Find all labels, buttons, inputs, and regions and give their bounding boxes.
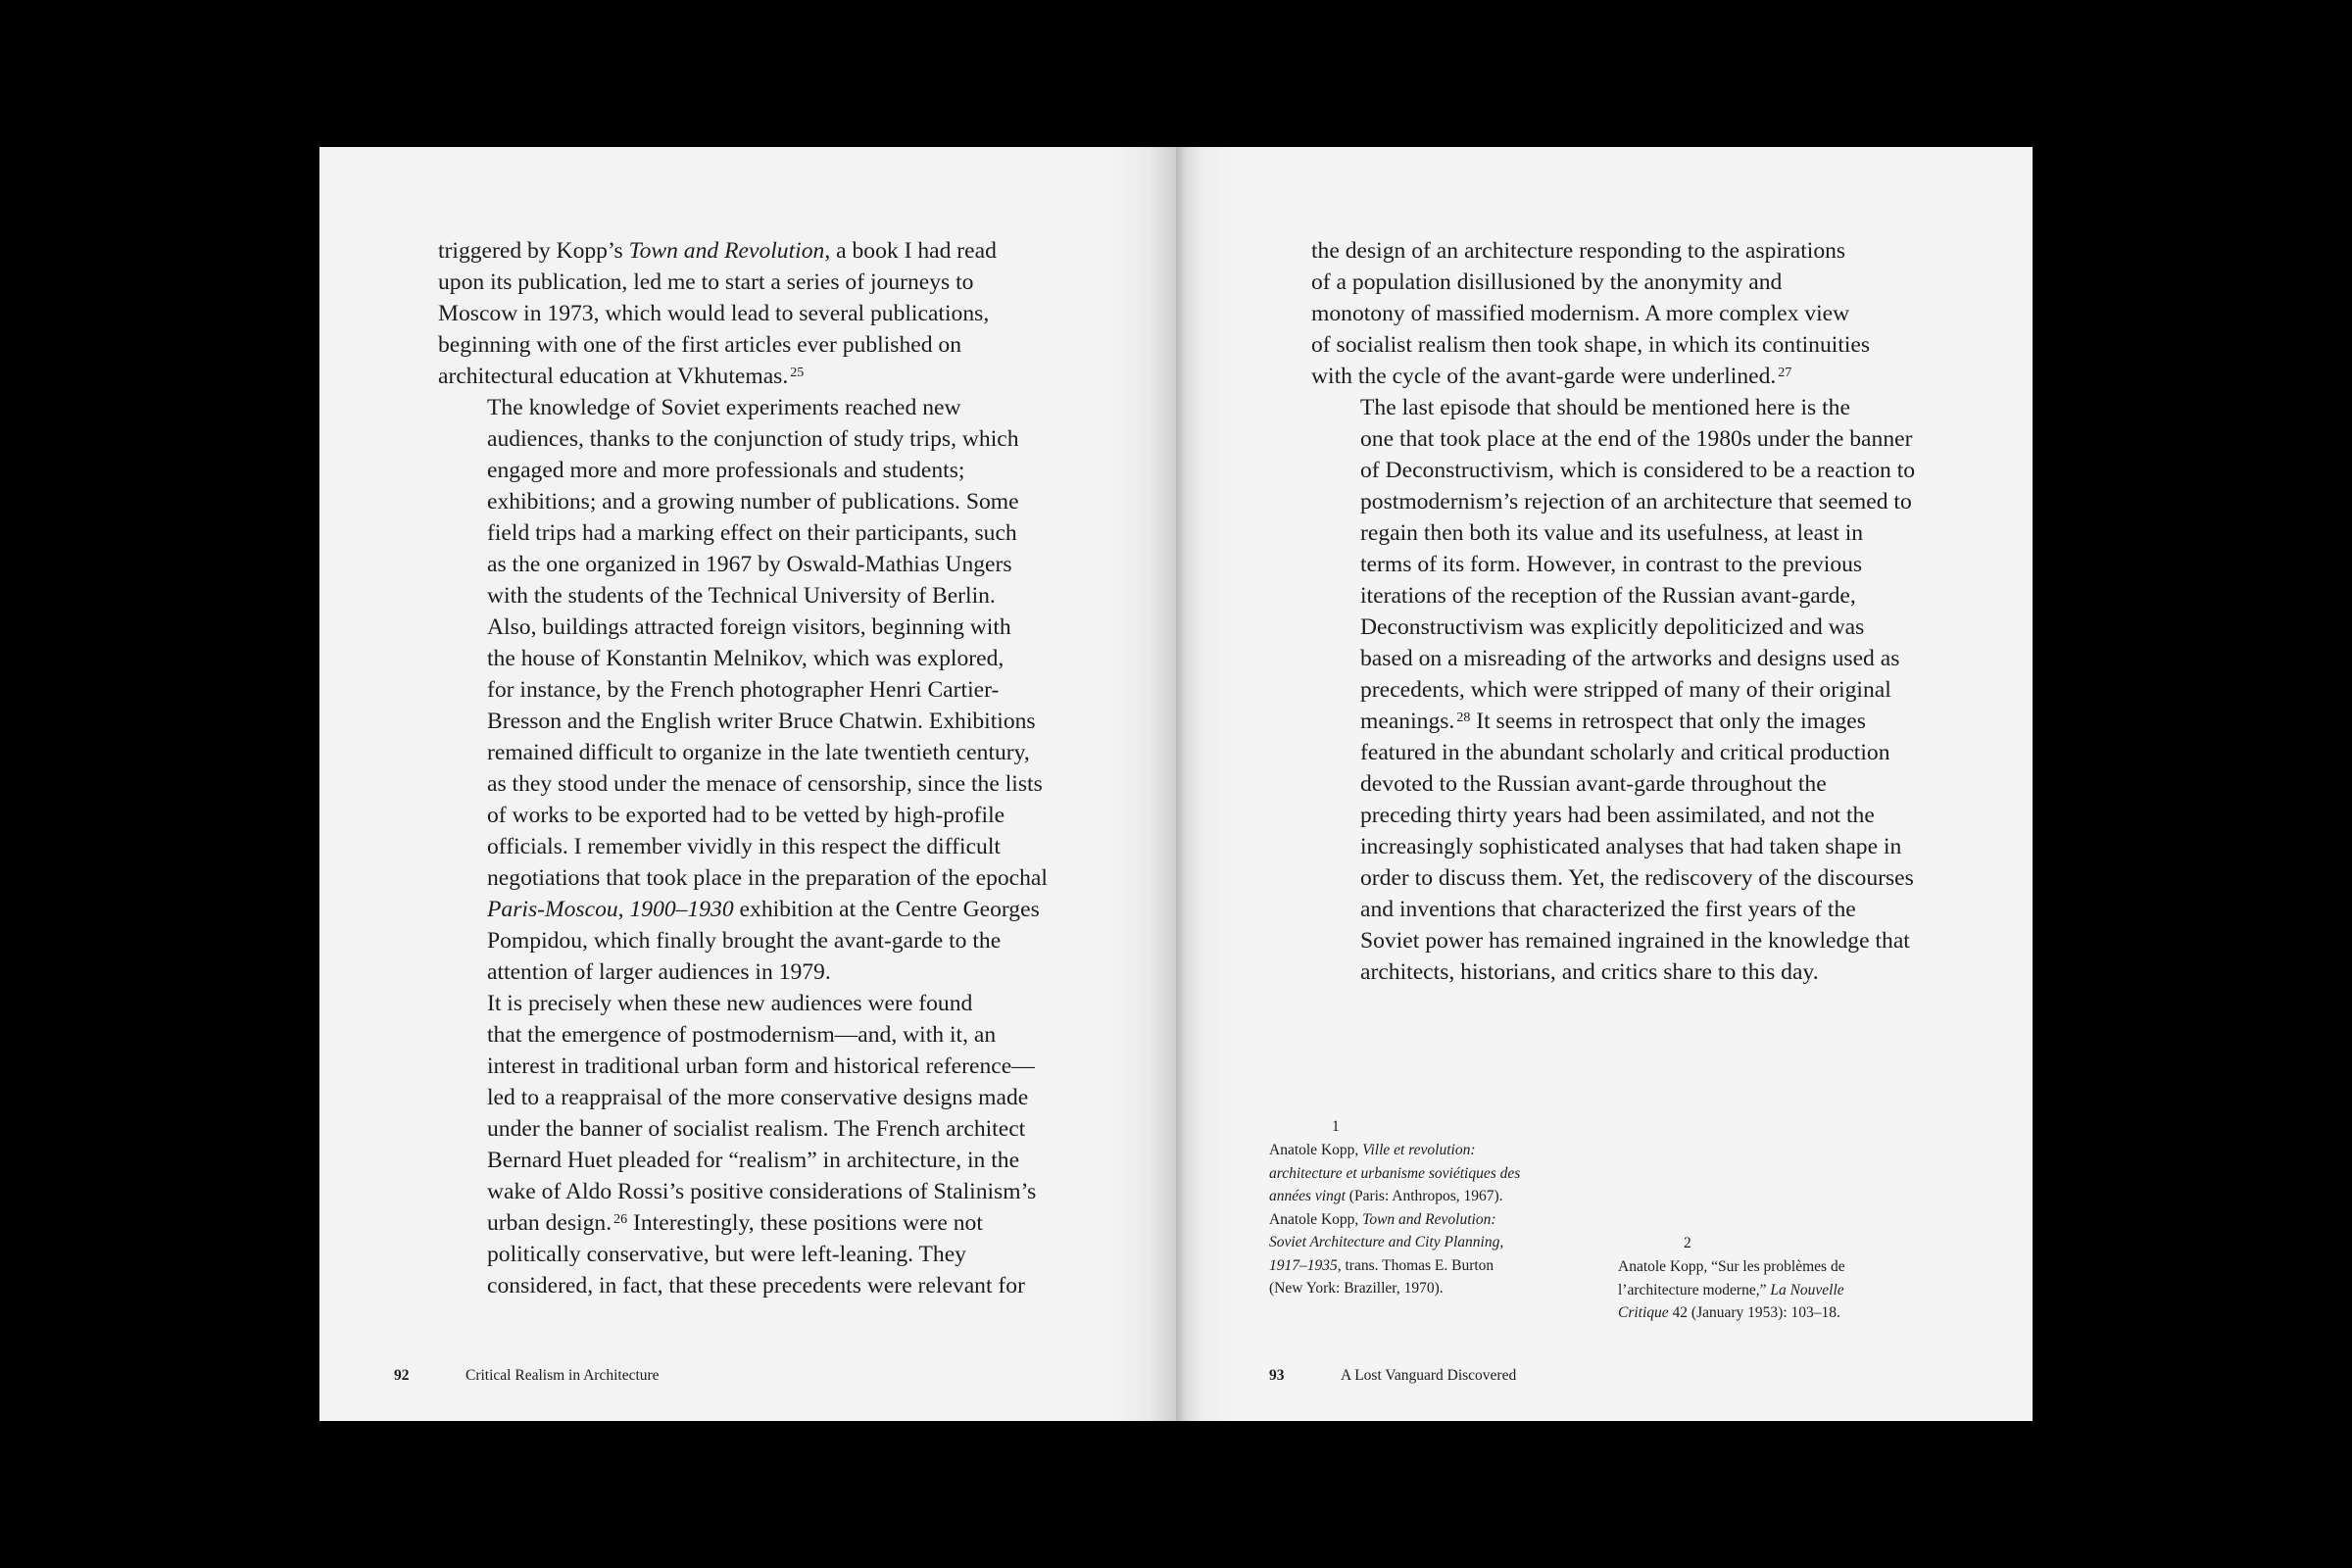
text-line: considered, in fact, that these precedents were relevant for (487, 1273, 1025, 1298)
text-line: (New York: Braziller, 1970). (1269, 1280, 1444, 1297)
footnote-reference: 28 (1456, 710, 1471, 725)
text-line: Bernard Huet pleaded for “realism” in architecture, in the (487, 1148, 1020, 1173)
text-line: monotony of massified modernism. A more complex view (1311, 301, 1850, 326)
text-line: The knowledge of Soviet experiments reached new (487, 395, 961, 420)
page-number: 93 (1269, 1367, 1285, 1384)
text-line: the house of Konstantin Melnikov, which was explored, (487, 646, 1004, 671)
text-line: Paris-Moscou, 1900–1930 exhibition at the Centre Georges (487, 897, 1040, 922)
text-line: beginning with one of the first articles ever published on (438, 332, 962, 358)
italic-text: Critique (1618, 1304, 1669, 1321)
page-number: 92 (394, 1367, 410, 1384)
text-line: Moscow in 1973, which would lead to several publications, (438, 301, 990, 326)
text-line: that the emergence of postmodernism—and, with it, an (487, 1022, 997, 1048)
italic-text: Ville et revolution: (1362, 1142, 1476, 1158)
footnote-marker: 1 (1332, 1118, 1340, 1135)
text-line: iterations of the reception of the Russian avant-garde, (1360, 583, 1856, 609)
text-line: the design of an architecture responding to the aspirations (1311, 238, 1846, 264)
text-line: architectural education at Vkhutemas. $^{25}$ (438, 364, 805, 389)
left-page (319, 147, 1176, 1421)
italic-text: 1917–1935 (1269, 1256, 1338, 1274)
text-line: one that took place at the end of the 1980s under the banner (1360, 426, 1913, 452)
text-line: Critique 42 (January 1953): 103–18. (1618, 1304, 1840, 1321)
text-line: order to discuss them. Yet, the rediscovery of the discourses (1360, 865, 1914, 891)
text-line: officials. I remember vividly in this respect the difficult (487, 834, 1001, 859)
italic-text: Town and Revolution: (1362, 1210, 1496, 1228)
text-line: remained difficult to organize in the late twentieth century, (487, 740, 1030, 765)
italic-text: La Nouvelle (1770, 1281, 1844, 1298)
text-line (1269, 1162, 1592, 1186)
body-text (438, 235, 1065, 1301)
text-line: of socialist realism then took shape, in which its continuities (1311, 332, 1871, 358)
text-line: politically conservative, but were left-leaning. They (487, 1242, 966, 1267)
text-line: with the cycle of the avant-garde were underlined. $^{27}$ (1311, 364, 1792, 389)
text-line: triggered by Kopp’s Town and Revolution, a book I had read (438, 238, 997, 264)
paragraph (438, 235, 1065, 392)
text-line: of a population disillusioned by the anonymity and (1311, 270, 1783, 295)
text-line: preceding thirty years had been assimilated, and not the (1360, 803, 1875, 828)
text-line: of works to be exported had to be vetted by high-profile (487, 803, 1005, 828)
text-line: Deconstructivism was explicitly depoliticized and was (1360, 614, 1865, 640)
text-line: terms of its form. However, in contrast to the previous (1360, 552, 1863, 577)
text-line: The last episode that should be mentioned here is the (1360, 395, 1850, 420)
paragraph (438, 988, 1065, 1301)
text-line: urban design. $^{26}$ Interestingly, these positions were not (487, 1210, 983, 1236)
text-line: Anatole Kopp, Ville et revolution: (1269, 1142, 1476, 1158)
text-line: années vingt (Paris: Anthropos, 1967). (1269, 1188, 1503, 1204)
right-page (1176, 147, 2033, 1421)
text-line: 1917–1935, trans. Thomas E. Burton (1269, 1256, 1494, 1274)
text-line: negotiations that took place in the preparation of the epochal (487, 865, 1048, 891)
text-line: and inventions that characterized the first years of the (1360, 897, 1856, 922)
text-line: Also, buildings attracted foreign visitors, beginning with (487, 614, 1011, 640)
footnote-text (1269, 1139, 1592, 1300)
text-line: based on a misreading of the artworks and designs used as (1360, 646, 1900, 671)
text-line: l’architecture moderne,” La Nouvelle (1618, 1281, 1844, 1298)
running-title: Critical Realism in Architecture (466, 1367, 660, 1384)
text-line: Pompidou, which finally brought the avant-garde to the (487, 928, 1002, 954)
paragraph (1311, 235, 1938, 392)
text-line: under the banner of socialist realism. The French architect (487, 1116, 1026, 1142)
book-spread (319, 147, 2033, 1421)
text-line: interest in traditional urban form and historical reference— (487, 1054, 1035, 1079)
text-line: upon its publication, led me to start a series of journeys to (438, 270, 974, 295)
italic-text: Paris-Moscou, 1900–1930 (487, 897, 734, 922)
italic-text: Town and Revolution (628, 238, 825, 264)
text-line: attention of larger audiences in 1979. (487, 959, 831, 985)
italic-text: années vingt (1269, 1188, 1346, 1204)
text-line: It is precisely when these new audiences were found (487, 991, 973, 1016)
italic-text: architecture et urbanisme soviétiques des (1269, 1164, 1521, 1182)
text-line: as they stood under the menace of censorship, since the lists (487, 771, 1043, 797)
text-line: audiences, thanks to the conjunction of study trips, which (487, 426, 1019, 452)
text-line: increasingly sophisticated analyses that had taken shape in (1360, 834, 1902, 859)
text-line: devoted to the Russian avant-garde throughout the (1360, 771, 1827, 797)
italic-text: Soviet Architecture and City Planning, (1269, 1234, 1504, 1250)
text-line: exhibitions; and a growing number of publications. Some (487, 489, 1019, 514)
text-line: postmodernism’s rejection of an architecture that seemed to (1360, 489, 1912, 514)
paragraph (438, 392, 1065, 988)
body-text (1311, 235, 1938, 988)
text-line: engaged more and more professionals and students; (487, 458, 965, 483)
text-line: Anatole Kopp, “Sur les problèmes de (1618, 1258, 1845, 1275)
text-line: precedents, which were stripped of many of their original (1360, 677, 1891, 703)
text-line: of Deconstructivism, which is considered to be a reaction to (1360, 458, 1916, 483)
running-title: A Lost Vanguard Discovered (1341, 1367, 1517, 1384)
footnote (1618, 1232, 1941, 1325)
text-line: featured in the abundant scholarly and critical production (1360, 740, 1890, 765)
text-line: Bresson and the English writer Bruce Chatwin. Exhibitions (487, 709, 1036, 734)
footnote-reference: 26 (613, 1212, 628, 1227)
text-line: with the students of the Technical University of Berlin. (487, 583, 996, 609)
text-line: led to a reappraisal of the more conservative designs made (487, 1085, 1029, 1110)
text-line: meanings. $^{28}$ It seems in retrospect that only the images (1360, 709, 1866, 734)
text-line: field trips had a marking effect on their participants, such (487, 520, 1017, 546)
footnote-marker: 2 (1684, 1235, 1691, 1251)
footnote-reference: 25 (790, 366, 805, 380)
text-line: Anatole Kopp, Town and Revolution: (1269, 1210, 1496, 1228)
footnote-text (1618, 1255, 1941, 1325)
text-line: for instance, by the French photographer Henri Cartier- (487, 677, 1000, 703)
text-line: Soviet power has remained ingrained in the knowledge that (1360, 928, 1910, 954)
text-line: as the one organized in 1967 by Oswald-Mathias Ungers (487, 552, 1012, 577)
footnote (1269, 1115, 1592, 1300)
paragraph (1311, 392, 1938, 988)
text-line: wake of Aldo Rossi’s positive considerations of Stalinism’s (487, 1179, 1037, 1204)
footnote-reference: 27 (1778, 366, 1792, 380)
text-line (1269, 1231, 1592, 1254)
text-line: regain then both its value and its usefulness, at least in (1360, 520, 1864, 546)
text-line: architects, historians, and critics share to this day. (1360, 959, 1819, 985)
